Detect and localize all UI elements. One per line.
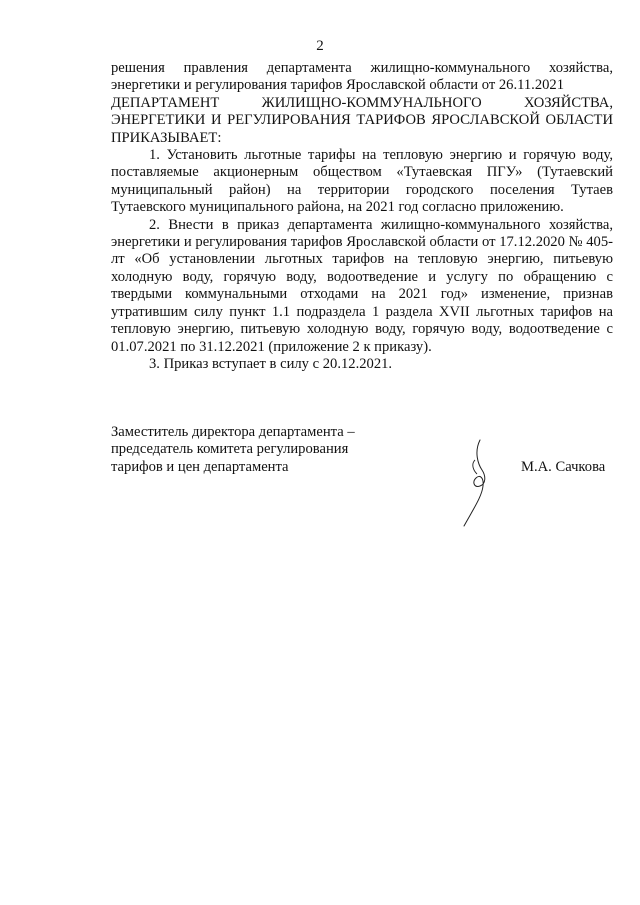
- order-item-3: 3. Приказ вступает в силу с 20.12.2021.: [149, 355, 393, 372]
- order-item-1: 1. Установить льготные тарифы на тепловую энергию и горячую воду, поставляемые акционерным обществом «Тутаевская ПГУ» (Тутаевский муниципальный район) на территории городского поселения Тутаев Тутаевского муниципального района, на 2021 год согласно приложению.: [111, 147, 613, 216]
- order-item-2: 2. Внести в приказ департамента жилищно-коммунального хозяйства, энергетики и регулирования тарифов Ярославской области от 17.12.2020 № 405-лт «Об установлении льготных тарифов на тепловую энергию, питьевую холодную воду, горячую воду, водоотведение и услугу по обращению с твердыми коммунальными отходами на 2021 год» изменение, признав утратившим силу пункт 1.1 подраздела 1 раздела XVII льготных тарифов на тепловую энергию, питьевую холодную воду, горячую воду, водоотведение с 01.07.2021 по 31.12.2021 (приложение 2 к приказу).: [111, 216, 613, 355]
- signer-title-line-3: тарифов и цен департамента: [111, 458, 289, 475]
- signer-title-line-1: Заместитель директора департамента –: [111, 424, 355, 440]
- order-heading: ДЕПАРТАМЕНТ ЖИЛИЩНО-КОММУНАЛЬНОГО ХОЗЯЙСТВА, ЭНЕРГЕТИКИ И РЕГУЛИРОВАНИЯ ТАРИФОВ ЯРОСЛАВСКОЙ ОБЛАСТИ ПРИКАЗЫВАЕТ:: [111, 94, 613, 146]
- handwritten-signature: [456, 438, 496, 528]
- page-number: 2: [316, 38, 324, 54]
- signer-name: М.А. Сачкова: [521, 459, 606, 475]
- document-body: [111, 60, 613, 373]
- signature-block: [111, 424, 613, 534]
- signer-title-line-2: председатель комитета регулирования: [111, 441, 349, 458]
- intro-paragraph: решения правления департамента жилищно-коммунального хозяйства, энергетики и регулирования тарифов Ярославской области от 26.11.2021: [111, 60, 613, 94]
